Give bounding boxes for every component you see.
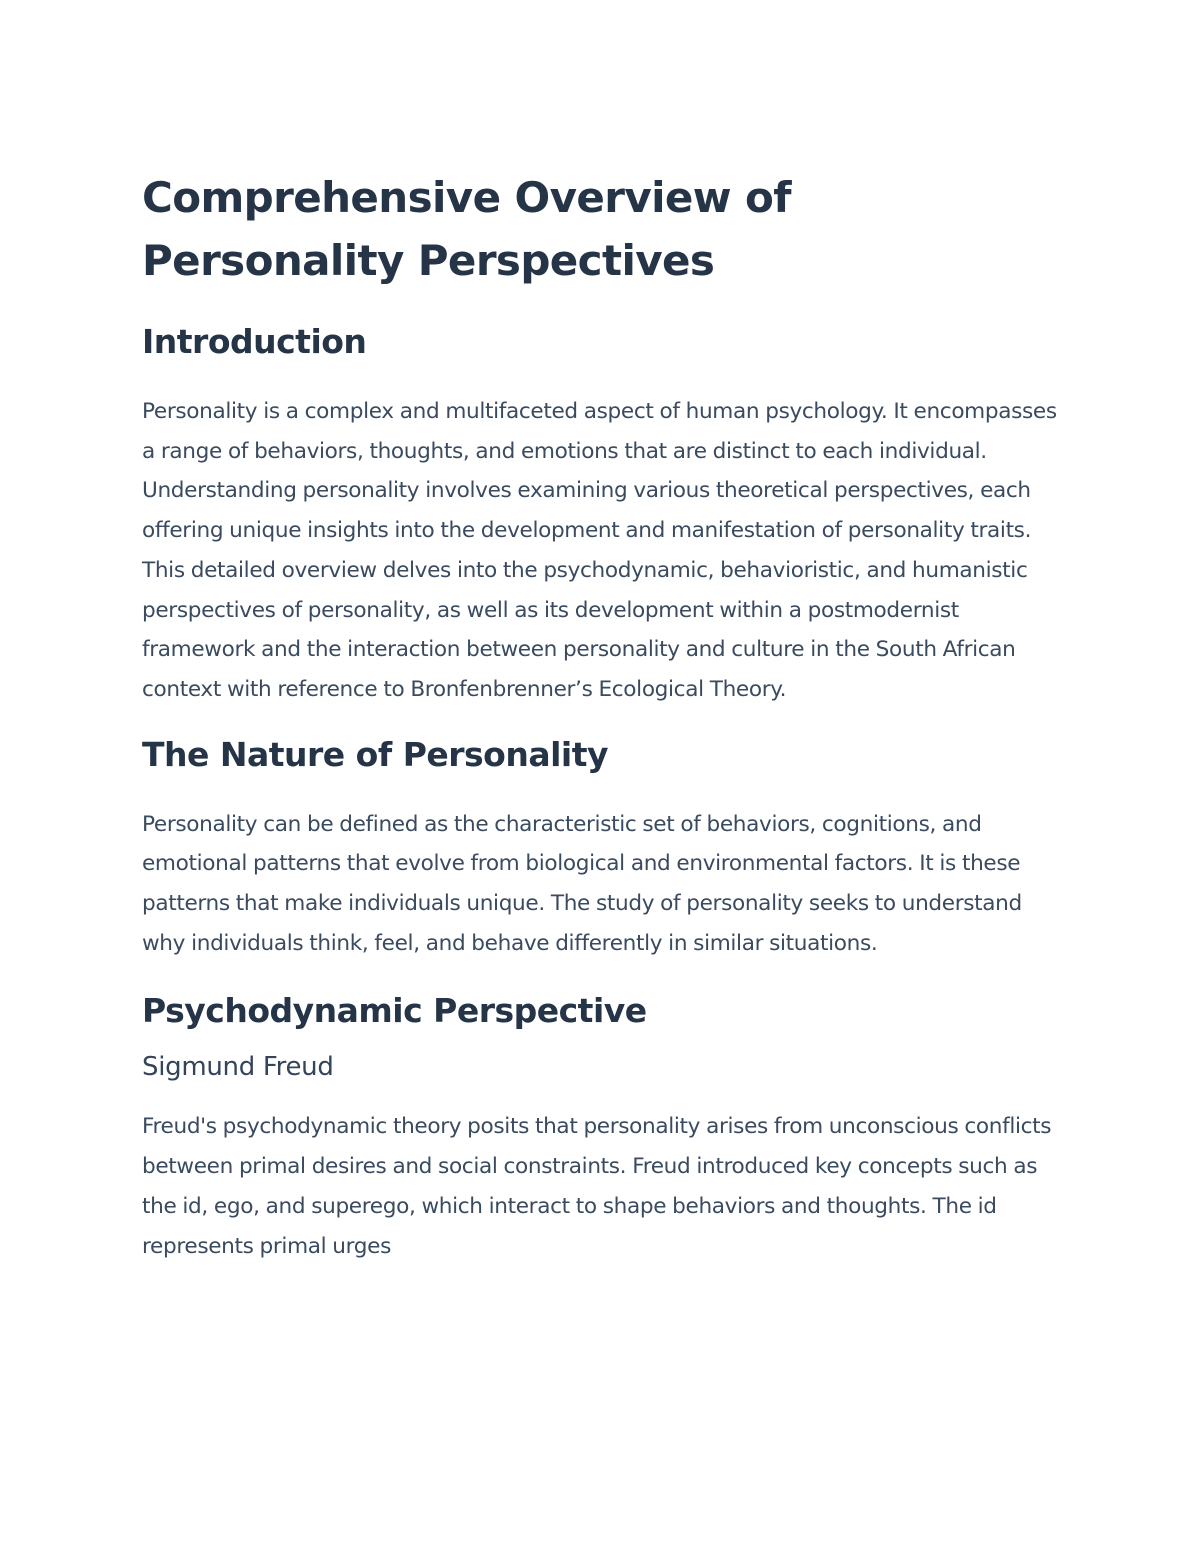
section-heading-psychodynamic: Psychodynamic Perspective [142, 991, 647, 1031]
document-title: Comprehensive Overview of Personality Perspectives [142, 173, 791, 285]
nature-of-personality-paragraph: Personality can be defined as the characteristic set of behaviors, cognitions, and emotional patterns that evolve from biological and environmental factors. It is these patterns that make individuals unique. The study of personality seeks to understand why individuals think, feel, and behave differently in similar situations. [142, 811, 1022, 956]
subheading-sigmund-freud: Sigmund Freud [142, 1052, 334, 1083]
section-heading-introduction: Introduction [142, 322, 367, 361]
freud-paragraph: Freud's psychodynamic theory posits that personality arises from unconscious conflicts between primal desires and social constraints. Freud introduced key concepts such as the id, ego, and superego, which interact to shape behaviors and thoughts. The id represents primal urges [142, 1114, 1052, 1259]
introduction-paragraph: Personality is a complex and multifaceted aspect of human psychology. It encompasses a range of behaviors, thoughts, and emotions that are distinct to each individual. Understanding personality involves examining various theoretical perspectives, each offering unique insights into the development and manifestation of personality traits. This detailed overview delves into the psychodynamic, behavioristic, and humanistic perspectives of personality, as well as its development within a postmodernist framework and the interaction between personality and culture in the South African context with reference to Bronfenbrenner’s Ecological Theory. [142, 399, 1057, 702]
section-heading-nature-of-personality: The Nature of Personality [142, 734, 609, 774]
document-page [142, 166, 1062, 1266]
